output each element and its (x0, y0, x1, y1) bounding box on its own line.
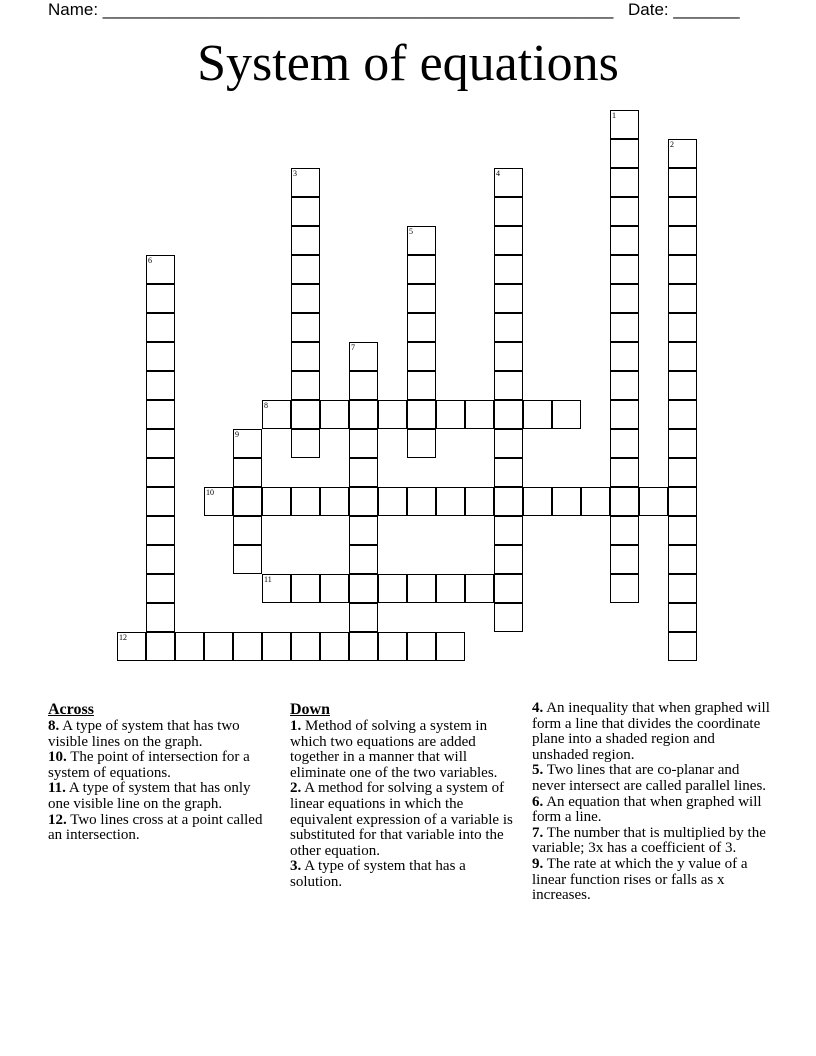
crossword-cell[interactable] (349, 429, 378, 458)
crossword-cell[interactable] (494, 400, 523, 429)
clue-number: 10. (48, 749, 67, 766)
crossword-cell[interactable] (668, 458, 697, 487)
crossword-cell[interactable] (610, 313, 639, 342)
clue-down-1 (290, 719, 520, 781)
crossword-cell[interactable] (146, 574, 175, 603)
clues-column-1 (48, 701, 273, 844)
clue-text: An equation that when graphed will form a line. (532, 793, 762, 826)
crossword-cell[interactable] (494, 516, 523, 545)
crossword-cell[interactable] (407, 487, 436, 516)
clue-number: 1. (290, 718, 302, 734)
clue-down-5 (532, 763, 772, 794)
crossword-cell[interactable] (494, 168, 523, 197)
crossword-cell[interactable] (668, 284, 697, 313)
crossword-cell[interactable] (233, 632, 262, 661)
crossword-cell[interactable] (494, 255, 523, 284)
crossword-cell[interactable] (552, 400, 581, 429)
clue-down-2 (290, 781, 520, 859)
crossword-cell[interactable] (146, 545, 175, 574)
crossword-cell[interactable] (233, 429, 262, 458)
clue-text: A type of system that has two visible lines on the graph. (48, 718, 240, 750)
crossword-cell[interactable] (291, 371, 320, 400)
cell-number: 2 (670, 140, 674, 149)
clue-across-10 (48, 750, 273, 781)
crossword-cell[interactable] (291, 226, 320, 255)
crossword-cell[interactable] (291, 197, 320, 226)
cell-number: 11 (264, 575, 272, 584)
cell-number: 12 (119, 633, 127, 642)
clue-number: 9. (532, 855, 544, 872)
clue-number: 7. (532, 824, 544, 841)
crossword-cell[interactable] (349, 342, 378, 371)
crossword-cell[interactable] (146, 371, 175, 400)
cell-number: 1 (612, 111, 616, 120)
crossword-cell[interactable] (349, 545, 378, 574)
crossword-cell[interactable] (262, 487, 291, 516)
clue-text: A type of system that has a solution. (290, 858, 466, 890)
clue-down-9 (532, 857, 772, 904)
crossword-cell[interactable] (320, 574, 349, 603)
clue-across-8 (48, 719, 273, 750)
crossword-cell[interactable] (291, 487, 320, 516)
clue-number: 4. (532, 700, 544, 716)
cell-number: 6 (148, 256, 152, 265)
crossword-cell[interactable] (291, 342, 320, 371)
crossword-cell[interactable] (494, 226, 523, 255)
crossword-cell[interactable] (610, 197, 639, 226)
crossword-cell[interactable] (378, 487, 407, 516)
date-field[interactable]: Date: _______ (628, 0, 740, 19)
cell-number: 3 (293, 169, 297, 178)
crossword-cell[interactable] (610, 139, 639, 168)
crossword-cell[interactable] (668, 255, 697, 284)
crossword-cell[interactable] (407, 400, 436, 429)
crossword-cell[interactable] (349, 603, 378, 632)
crossword-cell[interactable] (494, 545, 523, 574)
crossword-cell[interactable] (610, 110, 639, 139)
crossword-cell[interactable] (146, 342, 175, 371)
crossword-cell[interactable] (378, 632, 407, 661)
crossword-cell[interactable] (349, 516, 378, 545)
crossword-cell[interactable] (349, 458, 378, 487)
crossword-cell[interactable] (668, 400, 697, 429)
crossword-cell[interactable] (465, 574, 494, 603)
crossword-cell[interactable] (204, 632, 233, 661)
crossword-cell[interactable] (668, 429, 697, 458)
crossword-cell[interactable] (668, 545, 697, 574)
crossword-cell[interactable] (436, 632, 465, 661)
crossword-cell[interactable] (407, 632, 436, 661)
clue-number: 3. (290, 858, 302, 875)
crossword-cell[interactable] (610, 429, 639, 458)
crossword-cell[interactable] (668, 342, 697, 371)
clue-number: 12. (48, 811, 67, 828)
crossword-cell[interactable] (668, 226, 697, 255)
crossword-cell[interactable] (494, 603, 523, 632)
clue-number: 6. (532, 793, 544, 810)
crossword-cell[interactable] (610, 284, 639, 313)
crossword-cell[interactable] (378, 574, 407, 603)
cell-number: 7 (351, 343, 355, 352)
crossword-cell[interactable] (610, 342, 639, 371)
crossword-cell[interactable] (494, 197, 523, 226)
crossword-cell[interactable] (291, 400, 320, 429)
clue-text: The rate at which the y value of a linear function rises or falls as x increases. (532, 855, 748, 904)
crossword-cell[interactable] (610, 400, 639, 429)
crossword-cell[interactable] (146, 400, 175, 429)
crossword-cell[interactable] (291, 632, 320, 661)
crossword-cell[interactable] (320, 487, 349, 516)
down-heading: Down (290, 701, 331, 718)
crossword-cell[interactable] (494, 284, 523, 313)
crossword-cell[interactable] (494, 574, 523, 603)
crossword-cell[interactable] (610, 371, 639, 400)
clue-down-4 (532, 701, 772, 763)
crossword-cell[interactable] (262, 574, 291, 603)
crossword-cell[interactable] (668, 516, 697, 545)
crossword-cell[interactable] (436, 400, 465, 429)
crossword-cell[interactable] (349, 632, 378, 661)
crossword-cell[interactable] (668, 139, 697, 168)
crossword-cell[interactable] (407, 429, 436, 458)
crossword-cell[interactable] (494, 429, 523, 458)
clue-text: Two lines that are co-planar and never intersect are called parallel lines. (532, 762, 767, 794)
crossword-cell[interactable] (465, 400, 494, 429)
clue-across-11 (48, 781, 273, 812)
crossword-cell[interactable] (291, 284, 320, 313)
crossword-cell[interactable] (233, 458, 262, 487)
crossword-cell[interactable] (668, 603, 697, 632)
crossword-cell[interactable] (610, 458, 639, 487)
crossword-cell[interactable] (407, 313, 436, 342)
crossword-cell[interactable] (552, 487, 581, 516)
crossword-cell[interactable] (146, 284, 175, 313)
page-title: System of equations (197, 35, 619, 92)
crossword-cell[interactable] (610, 168, 639, 197)
clue-across-12 (48, 813, 273, 844)
crossword-cell[interactable] (523, 487, 552, 516)
crossword-cell[interactable] (407, 371, 436, 400)
clue-number: 2. (290, 780, 302, 797)
crossword-cell[interactable] (320, 632, 349, 661)
crossword-cell[interactable] (494, 458, 523, 487)
clue-number: 5. (532, 762, 544, 779)
across-heading: Across (48, 701, 94, 718)
crossword-cell[interactable] (668, 313, 697, 342)
crossword-cell[interactable] (291, 429, 320, 458)
crossword-cell[interactable] (668, 487, 697, 516)
crossword-cell[interactable] (407, 226, 436, 255)
crossword-cell[interactable] (204, 487, 233, 516)
crossword-cell[interactable] (349, 574, 378, 603)
crossword-cell[interactable] (349, 371, 378, 400)
crossword-cell[interactable] (175, 632, 204, 661)
clue-text: An inequality that when graphed will form a line that divides the coordinate plane into a shaded region and unshaded region. (532, 700, 770, 763)
crossword-cell[interactable] (233, 516, 262, 545)
clue-text: The point of intersection for a system of equations. (48, 749, 250, 781)
crossword-cell[interactable] (407, 255, 436, 284)
cell-number: 4 (496, 169, 500, 178)
crossword-cell[interactable] (436, 487, 465, 516)
crossword-cell[interactable] (233, 545, 262, 574)
clue-text: The number that is multiplied by the variable; 3x has a coefficient of 3. (532, 824, 766, 857)
clue-text: A type of system that has only one visible line on the graph. (48, 780, 251, 812)
crossword-cell[interactable] (233, 487, 262, 516)
clue-number: 11. (48, 780, 66, 797)
crossword-cell[interactable] (668, 197, 697, 226)
crossword-cell[interactable] (610, 487, 639, 516)
crossword-cell[interactable] (668, 632, 697, 661)
crossword-cell[interactable] (146, 313, 175, 342)
clue-down-7 (532, 826, 772, 857)
cell-number: 5 (409, 227, 413, 236)
crossword-cell[interactable] (610, 226, 639, 255)
clue-down-6 (532, 795, 772, 826)
clues-column-3 (532, 701, 772, 904)
crossword-cell[interactable] (349, 487, 378, 516)
crossword-cell[interactable] (146, 603, 175, 632)
crossword-cell[interactable] (668, 371, 697, 400)
clue-text: Two lines cross at a point called an intersection. (48, 811, 263, 844)
crossword-cell[interactable] (610, 545, 639, 574)
crossword-cell[interactable] (494, 487, 523, 516)
crossword-cell[interactable] (320, 400, 349, 429)
crossword-cell[interactable] (146, 487, 175, 516)
crossword-cell[interactable] (668, 574, 697, 603)
crossword-cell[interactable] (407, 284, 436, 313)
crossword-cell[interactable] (146, 429, 175, 458)
name-field[interactable]: Name: ______________________________________________________ (48, 0, 614, 19)
crossword-cell[interactable] (494, 313, 523, 342)
crossword-cell[interactable] (407, 342, 436, 371)
crossword-cell[interactable] (639, 487, 668, 516)
clue-text: A method for solving a system of linear equations in which the equivalent expression of a variable is substituted for that variable into the other equation. (290, 780, 513, 859)
cell-number: 8 (264, 401, 268, 410)
clue-text: Method of solving a system in which two equations are added together in a manner that will eliminate one of the two variables. (290, 718, 498, 781)
crossword-cell[interactable] (668, 168, 697, 197)
crossword-cell[interactable] (146, 255, 175, 284)
crossword-cell[interactable] (291, 255, 320, 284)
cell-number: 10 (206, 488, 214, 497)
crossword-cell[interactable] (262, 400, 291, 429)
clue-down-3 (290, 859, 520, 890)
crossword-cell[interactable] (494, 371, 523, 400)
crossword-cell[interactable] (610, 574, 639, 603)
crossword-cell[interactable] (436, 574, 465, 603)
crossword-cell[interactable] (465, 487, 494, 516)
crossword-cell[interactable] (146, 632, 175, 661)
crossword-cell[interactable] (146, 458, 175, 487)
clue-number: 8. (48, 718, 60, 734)
crossword-cell[interactable] (378, 400, 407, 429)
crossword-cell[interactable] (581, 487, 610, 516)
crossword-cell[interactable] (610, 255, 639, 284)
crossword-cell[interactable] (494, 342, 523, 371)
crossword-cell[interactable] (146, 516, 175, 545)
crossword-cell[interactable] (523, 400, 552, 429)
crossword-cell[interactable] (117, 632, 146, 661)
crossword-cell[interactable] (349, 400, 378, 429)
crossword-cell[interactable] (291, 168, 320, 197)
crossword-cell[interactable] (291, 313, 320, 342)
clues-column-2 (290, 701, 520, 891)
crossword-cell[interactable] (610, 516, 639, 545)
cell-number: 9 (235, 430, 239, 439)
crossword-cell[interactable] (407, 574, 436, 603)
crossword-cell[interactable] (262, 632, 291, 661)
crossword-cell[interactable] (291, 574, 320, 603)
